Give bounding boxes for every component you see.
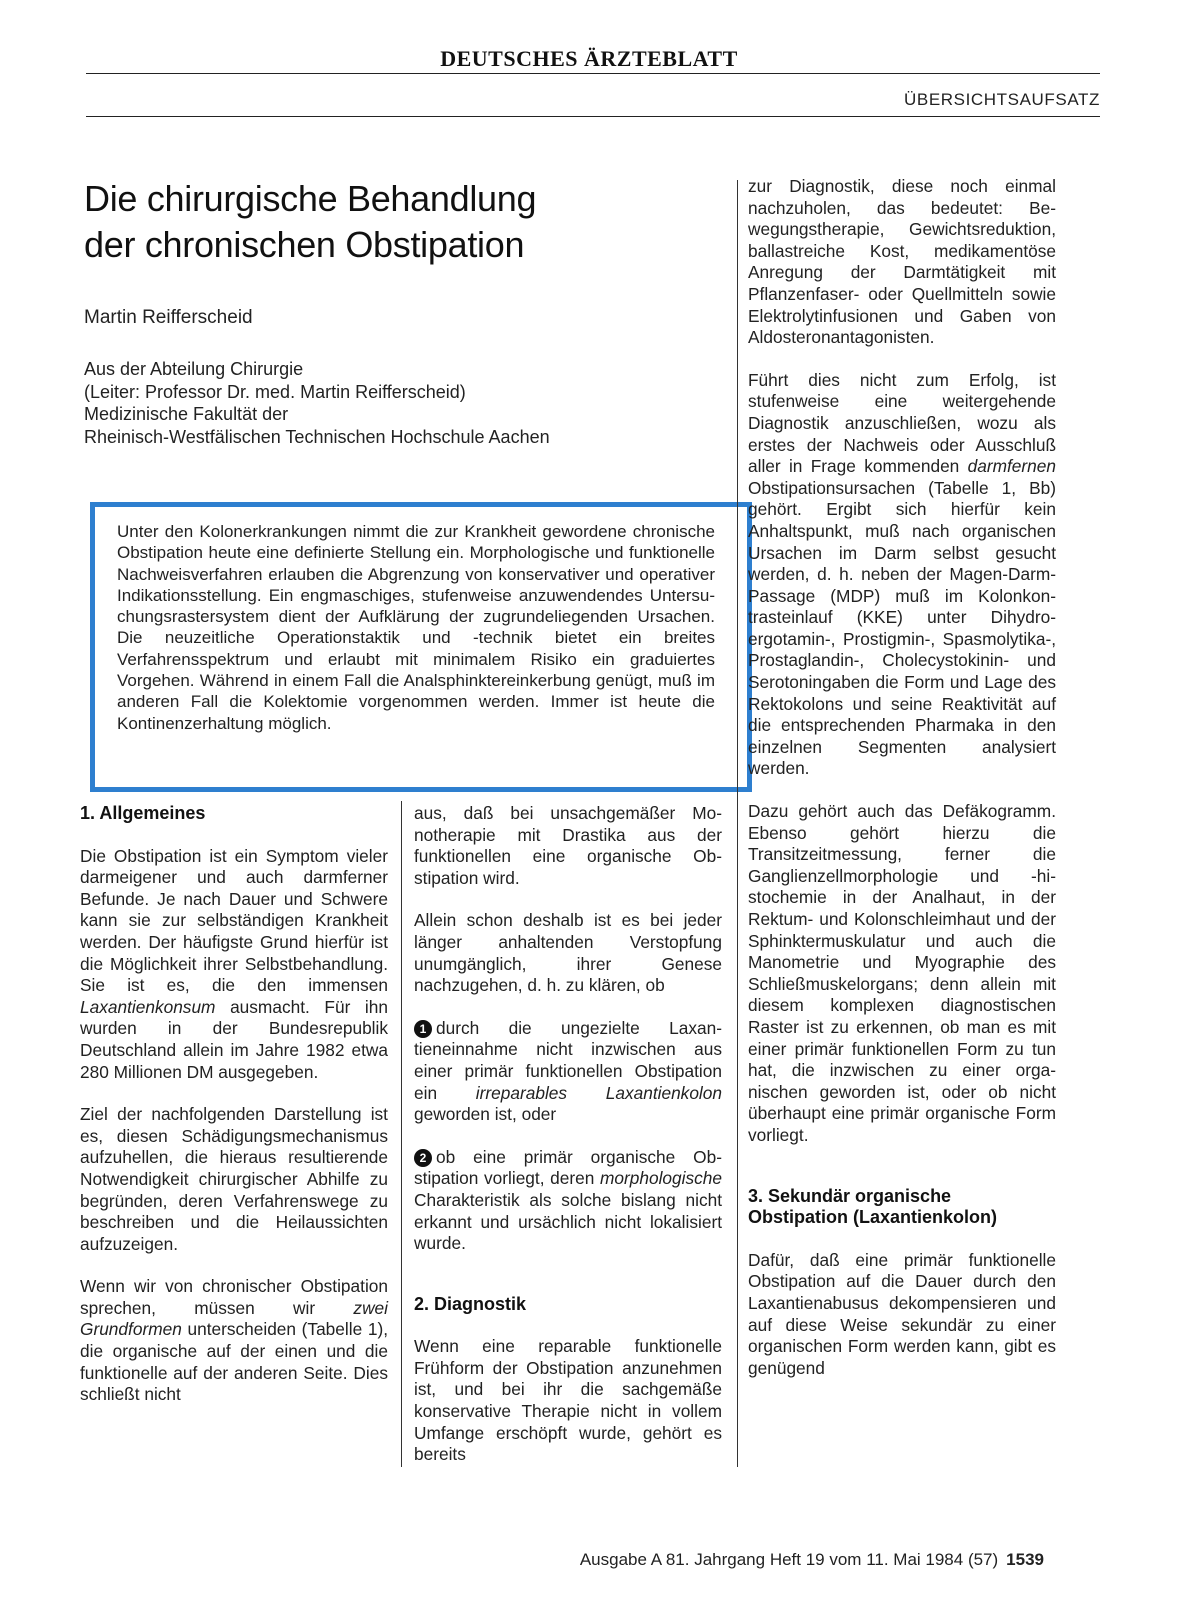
paragraph-text: Charakteristik als solche bislang nicht erkannt und ursächlich nicht lokalisiert wurde. bbox=[414, 1189, 722, 1254]
emphasis-text: Laxantienkonsum bbox=[80, 996, 216, 1017]
paragraph: Wenn eine reparable funktionelle Frühform der Obstipation anzunehmen ist, und bei ihr die sachgemäße konservative Therapie nicht in vollem Umfange erschöpft wurde, gehört es bereits bbox=[414, 1336, 722, 1465]
author-name: Martin Reifferscheid bbox=[84, 307, 253, 328]
paragraph-text: Die Obstipation ist ein Symptom vieler darmeigener und auch darmferner Befunde. Je nach Dauer und Schwere kann sie zur selbständigen Krankheit werden. Der häufigste Grund hierfür ist die Möglichkeit ihrer Selbstbehandlung. Sie ist es, die den immensen bbox=[80, 845, 388, 996]
abstract-text: Unter den Kolonerkrankungen nimmt die zur Krankheit gewordene chronische Obstipation heute eine definierte Stellung ein. Morphologische und funktionelle Nachweisverfahren erlauben die Abgrenzung von konservativer und operativer Indikationsstellung. Ein engmaschiges, stufenweise anzuwendendes Untersuchungsrastersystem dient der Aufklärung der zugrundeliegenden Ursachen. Die neuzeitliche Operationstaktik und -technik bietet ein breites Verfahrensspektrum und erlaubt mit minimalem Risiko ein graduiertes Vorgehen. Während in einem Fall die Analsphinktereinkerbung genügt, muß im anderen Fall die Kolektomie vorgenommen werden. Immer ist heute die Kontinenzerhaltung möglich. bbox=[117, 522, 715, 733]
list-item bbox=[414, 1147, 722, 1255]
affiliation-line: Medizinische Fakultät der bbox=[84, 404, 289, 424]
emphasis-text: morphologische bbox=[600, 1168, 722, 1189]
paragraph-text: ob eine primär organische Obstipation vorliegt, deren bbox=[414, 1146, 722, 1189]
section-heading: 1. Allgemeines bbox=[80, 803, 206, 823]
heading-line: Obstipation (Laxantienkolon) bbox=[748, 1207, 998, 1228]
section-label: ÜBERSICHTSAUFSATZ bbox=[904, 90, 1100, 109]
paragraph: zur Diagnostik, diese noch einmal nachzuholen, das bedeutet: Bewegungstherapie, Gewichtsreduktion, ballastreiche Kost, medikamentöse Anregung der Darmtätigkeit mit Pflanzenfaser- oder Quellmitteln sowie Elektrolytinfusionen und Gaben von Aldosteronantagonisten. bbox=[748, 176, 1056, 348]
paragraph bbox=[80, 846, 388, 1084]
journal-masthead: DEUTSCHES ÄRZTEBLATT bbox=[440, 46, 738, 71]
column-divider bbox=[737, 180, 738, 1467]
title-line: der chronischen Obstipation bbox=[84, 224, 525, 265]
text-column-1 bbox=[80, 803, 388, 1427]
affiliation-block bbox=[84, 358, 550, 448]
affiliation-line: (Leiter: Professor Dr. med. Martin Reifferscheid) bbox=[84, 381, 466, 402]
paragraph bbox=[80, 1276, 388, 1406]
issue-info: Ausgabe A 81. Jahrgang Heft 19 vom 11. Mai 1984 (57) bbox=[579, 1550, 999, 1569]
column-divider bbox=[401, 801, 402, 1467]
paragraph-text: Obstipationsursachen (Tabelle 1, Bb) gehört. Ergibt sich hierfür kein Anhaltspunkt, muß nach organischen Ursachen im Darm selbst gesucht werden, d. h. neben der Magen-Darm-Passage (MDP) muß im Kolonkontrasteinlauf (KKE) unter Dihydroergotamin-, Prostigmin-, Spasmolytika-, Prostaglandin-, Cholecystokinin- und Serotoningaben die Form und Lage des Rektokolons und seine Reaktivität auf die entsprechenden Pharmaka in den einzelnen Segmenten analysiert werden. bbox=[748, 477, 1056, 779]
affiliation-line: Rheinisch-Westfälischen Technischen Hochschule Aachen bbox=[84, 426, 550, 447]
section-heading: 2. Diagnostik bbox=[414, 1293, 527, 1314]
paragraph: Dafür, daß eine primär funktionelle Obstipation auf die Dauer durch den Laxantienabusus dekompensieren und auf diese Weise sekundär zu einer organischen Form werden kann, gibt es genügend bbox=[748, 1249, 1056, 1378]
paragraph-text: Wenn wir von chronischer Obstipation sprechen, müssen wir bbox=[80, 1276, 388, 1318]
article-title bbox=[84, 176, 704, 268]
page-number: 1539 bbox=[1006, 1550, 1044, 1569]
emphasis-text: darmfernen bbox=[967, 456, 1056, 477]
paragraph-text: ausmacht. Für ihn wurden in der Bundesrepublik Deutschland allein im Jahre 1982 etwa 280 Millionen DM ausgegeben. bbox=[80, 996, 388, 1082]
text-column-2 bbox=[414, 803, 722, 1487]
paragraph: aus, daß bei unsachgemäßer Monotherapie mit Drastika aus der funktionellen eine organische Obstipation wird. bbox=[414, 803, 722, 888]
title-line: Die chirurgische Behandlung bbox=[84, 178, 537, 219]
page-footer bbox=[580, 1550, 1044, 1570]
masthead-rule bbox=[86, 73, 1100, 74]
emphasis-text: irreparables Laxantienkolon bbox=[475, 1082, 722, 1103]
number-1-icon: 1 bbox=[414, 1020, 432, 1038]
paragraph-text: durch die ungezielte Laxantieneinnahme nicht inzwischen aus einer primär funktionellen Obstipation ein bbox=[414, 1017, 722, 1103]
paragraph-text: Führt dies nicht zum Erfolg, ist stufenweise eine weitergehende Diagnostik anzuschließen, wozu als erstes der Nachweis oder Ausschluß aller in Frage kommenden bbox=[748, 369, 1056, 477]
emphasis-text: zwei Grundformen bbox=[80, 1297, 388, 1340]
affiliation-line: Aus der Abteilung Chirurgie bbox=[84, 359, 304, 379]
section-heading bbox=[748, 1186, 1056, 1229]
number-2-icon: 2 bbox=[414, 1149, 432, 1167]
abstract-box bbox=[90, 502, 752, 792]
paragraph-text: unterscheiden (Tabelle 1), die organische auf der einen und die funktionelle auf der anderen Seite. Dies schließt nicht bbox=[80, 1319, 388, 1405]
paragraph: Ziel der nachfolgenden Darstellung ist es, diesen Schädigungsmechanismus aufzuhellen, die hieraus resultierende Notwendigkeit chirurgischer Abhilfe zu begründen, deren Verfahrenswege zu beschreiben und die Heilaussichten aufzuzeigen. bbox=[80, 1104, 388, 1254]
paragraph bbox=[748, 370, 1056, 780]
list-item bbox=[414, 1018, 722, 1126]
paragraph-text: geworden ist, oder bbox=[414, 1104, 557, 1125]
text-column-3 bbox=[748, 176, 1056, 1400]
paragraph: Dazu gehört auch das Defäkogramm. Ebenso gehört hierzu die Transitzeitmessung, ferner die Ganglienzellmorphologie und -histochemie in der Analhaut, in der Rektum- und Kolonschleimhaut und der Sphinktermuskulatur und auch die Manometrie und Myographie des Schließmuskelorgans; denn allein mit diesem komplexen diagnostischen Raster ist zu erkennen, ob man es mit einer primär funktionellen Form zu tun hat, die inzwischen zu einer organischen geworden ist, oder ob nicht überhaupt eine primär organische Form vorliegt. bbox=[748, 801, 1056, 1145]
header-rule bbox=[86, 116, 1100, 117]
paragraph: Allein schon deshalb ist es bei jeder länger anhaltenden Verstopfung unumgänglich, ihrer Genese nachzugehen, d. h. zu klären, ob bbox=[414, 910, 722, 996]
heading-line: 3. Sekundär organische bbox=[748, 1185, 952, 1206]
